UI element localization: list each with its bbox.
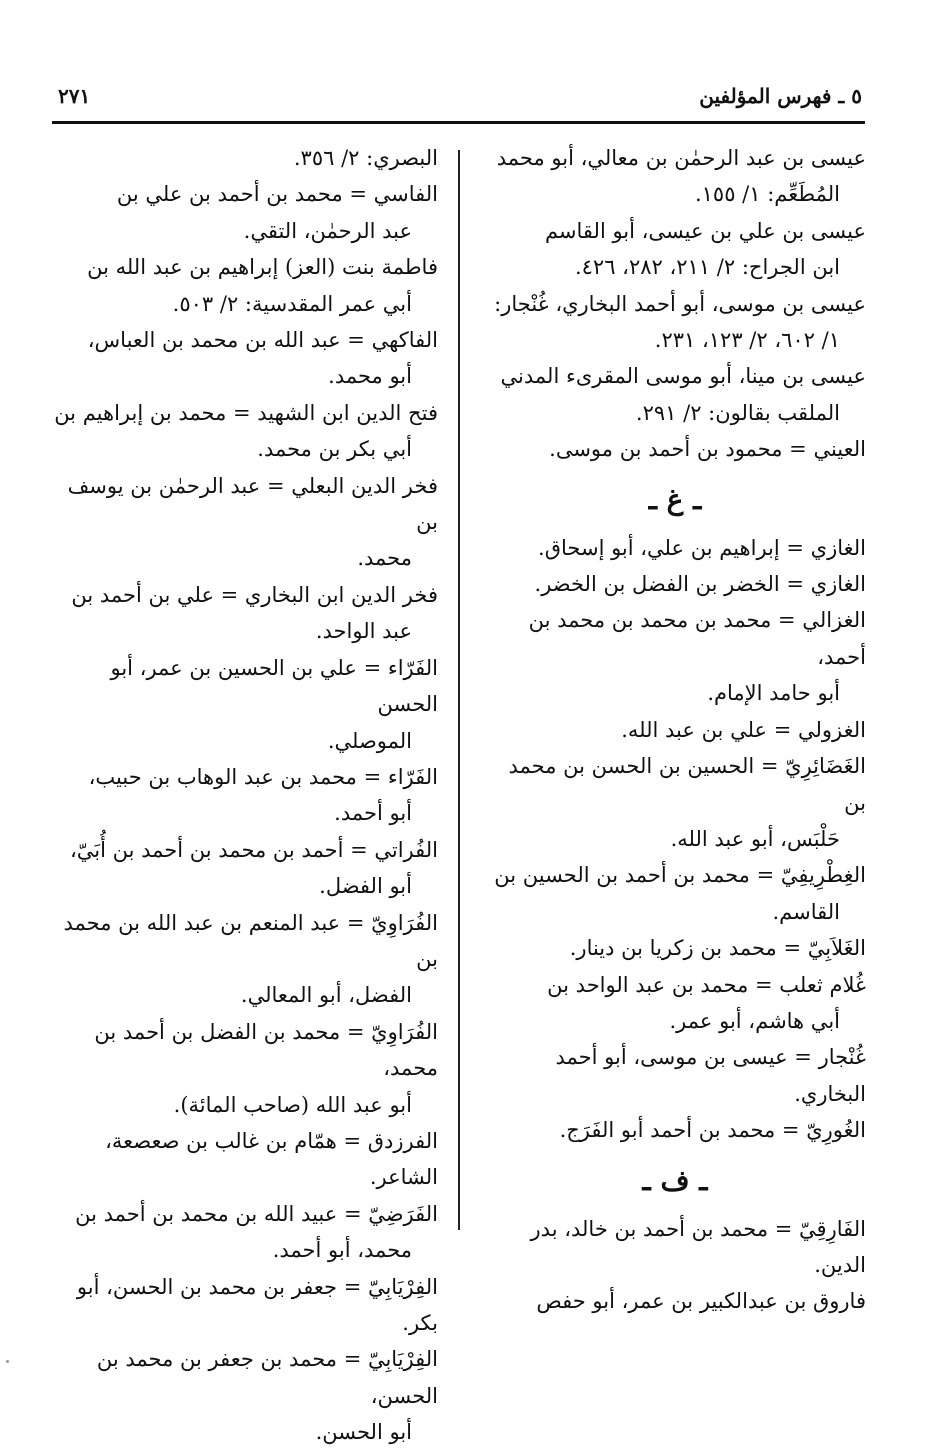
index-entry <box>54 176 438 249</box>
index-entry <box>54 1014 438 1123</box>
index-entry <box>54 1341 438 1450</box>
entry-line: الفَارِقِيّ = محمد بن أحمد بن خالد، بدر الدين. <box>530 1216 866 1277</box>
entry-continuation: الفضل، أبو المعالي. <box>240 983 412 1008</box>
index-entry <box>484 530 866 566</box>
index-entry <box>54 249 438 322</box>
entry-line: عيسى بن مينا، أبو موسى المقرىء المدني <box>500 364 866 389</box>
entry-line: عيسى بن علي بن عيسى، أبو القاسم <box>544 218 866 243</box>
index-entry <box>484 431 866 467</box>
header-rule <box>52 121 865 124</box>
entry-line: فخر الدين ابن البخاري = علي بن أحمد بن <box>71 582 438 607</box>
entry-line: الغازي = إبراهيم بن علي، أبو إسحاق. <box>538 535 866 560</box>
entry-continuation: أبو الحسن. <box>315 1420 412 1445</box>
entry-line: الغازي = الخضر بن الفضل بن الخضر. <box>534 572 866 597</box>
entry-line: فاروق بن عبدالكبير بن عمر، أبو حفص <box>536 1289 866 1314</box>
index-entry <box>484 712 866 748</box>
entry-line: الفاسي = محمد بن أحمد بن علي بن <box>116 182 438 207</box>
index-entry <box>484 748 866 857</box>
entry-continuation: أبي عمر المقدسية: ٢/ ٥٠٣. <box>172 291 412 316</box>
index-entry <box>54 577 438 650</box>
entry-line: الفِرْيَابِيّ = محمد بن جعفر بن محمد بن الحسن، <box>96 1347 438 1408</box>
entry-continuation: أبي بكر بن محمد. <box>257 437 412 462</box>
index-entry <box>484 358 866 431</box>
entry-line: عيسى بن عبد الرحمٰن بن معالي، أبو محمد <box>496 146 866 170</box>
index-entry <box>484 213 866 286</box>
entry-continuation: أبو الفضل. <box>319 874 412 899</box>
entry-line: الفُراتي = أحمد بن محمد بن أحمد بن أُبَيّ، <box>69 837 438 862</box>
index-entry <box>484 566 866 602</box>
entry-continuation: أبو حامد الإمام. <box>707 681 840 706</box>
entry-continuation: محمد. <box>357 546 412 571</box>
entry-line: الغُورِيّ = محمد بن أحمد أبو الفَرَج. <box>559 1118 866 1143</box>
page-header <box>58 78 862 118</box>
index-entry <box>54 905 438 1014</box>
index-entry <box>484 1039 866 1112</box>
entry-continuation: محمد، أبو أحمد. <box>272 1238 412 1263</box>
entry-continuation: أبي هاشم، أبو عمر. <box>669 1008 840 1033</box>
entry-line: الغَلاَبِيّ = محمد بن زكريا بن دينار. <box>569 936 866 961</box>
index-entry <box>484 286 866 359</box>
entry-continuation: الموصلي. <box>327 728 412 753</box>
entry-continuation: عبد الرحمٰن، التقي. <box>243 218 412 243</box>
entry-continuation: الملقب بقالون: ٢/ ٢٩١. <box>635 400 840 425</box>
index-entry <box>484 140 866 213</box>
entry-line: الفاكهي = عبد الله بن محمد بن العباس، <box>87 328 438 353</box>
index-entry <box>54 832 438 905</box>
entry-continuation: أبو أحمد. <box>334 801 412 826</box>
entry-continuation: أبو محمد. <box>328 364 412 389</box>
entry-line: البصري: ٢/ ٣٥٦. <box>293 146 438 170</box>
index-entry <box>54 1196 438 1269</box>
right-column <box>484 140 866 1320</box>
index-entry <box>484 857 866 930</box>
index-entry <box>484 1112 866 1148</box>
section-heading: ـ غ ـ <box>648 482 702 516</box>
entry-continuation: عبد الواحد. <box>315 619 412 644</box>
entry-line: غُلام ثعلب = محمد بن عبد الواحد بن <box>547 972 866 997</box>
entry-line: الفَرّاء = محمد بن عبد الوهاب بن حبيب، <box>88 764 438 789</box>
entry-line: الفَرَضِيّ = عبيد الله بن محمد بن أحمد بن <box>75 1201 438 1226</box>
index-entry <box>54 759 438 832</box>
entry-line: الغِطْرِيفِيّ = محمد بن أحمد بن الحسين بن <box>494 863 866 888</box>
page-number: ٢٧١ <box>58 84 91 108</box>
running-title: ٥ ـ فهرس المؤلفين <box>699 84 862 108</box>
entry-continuation: حَلْبَس، أبو عبد الله. <box>670 826 840 851</box>
index-entry <box>54 395 438 468</box>
index-entry <box>54 1123 438 1196</box>
index-entry <box>484 1211 866 1284</box>
entry-continuation: ابن الجراح: ٢/ ٢١١، ٢٨٢، ٤٢٦. <box>574 255 840 280</box>
entry-continuation: القاسم. <box>772 899 840 924</box>
entry-continuation: أبو عبد الله (صاحب المائة). <box>173 1092 412 1117</box>
index-entry <box>54 322 438 395</box>
section-heading: ـ ف ـ <box>642 1163 708 1197</box>
entry-line: غُنْجار = عيسى بن موسى، أبو أحمد البخاري. <box>555 1045 866 1106</box>
index-entry <box>54 650 438 759</box>
entry-line: الفَرّاء = علي بن الحسين بن عمر، أبو الحسن <box>110 655 438 717</box>
entry-continuation: ١/ ٦٠٢، ٢/ ١٢٣، ٢٣١. <box>654 328 840 353</box>
entry-line: الغَضَائِرِيّ = الحسين بن الحسن بن محمد بن <box>508 754 866 815</box>
entry-line: الغزالي = محمد بن محمد بن محمد بن أحمد، <box>528 608 866 669</box>
entry-line: فاطمة بنت (العز) إبراهيم بن عبد الله بن <box>87 255 438 280</box>
margin-speck <box>6 1360 9 1363</box>
entry-line: الفرزدق = همّام بن غالب بن صعصعة، الشاعر. <box>105 1128 438 1190</box>
entry-line: فتح الدين ابن الشهيد = محمد بن إبراهيم بن <box>54 400 438 425</box>
index-entry <box>54 140 438 176</box>
entry-line: الفِرْيَابِيّ = جعفر بن محمد بن الحسن، أبو بكر. <box>76 1274 438 1335</box>
entry-line: العيني = محمود بن أحمد بن موسى. <box>549 437 866 462</box>
entry-line: فخر الدين البعلي = عبد الرحمٰن بن يوسف بن <box>67 473 438 535</box>
index-entry <box>484 1283 866 1319</box>
entry-line: الغزولي = علي بن عبد الله. <box>621 717 866 742</box>
index-entry <box>54 468 438 577</box>
index-entry <box>484 967 866 1040</box>
entry-continuation: المُطَعِّم: ١/ ١٥٥. <box>694 182 840 207</box>
column-divider <box>458 150 460 1230</box>
index-entry <box>54 1269 438 1342</box>
entry-line: عيسى بن موسى، أبو أحمد البخاري، غُنْجار: <box>494 291 866 316</box>
index-entry <box>484 930 866 966</box>
left-column <box>54 140 438 1451</box>
entry-line: الفُرَاوِيّ = عبد المنعم بن عبد الله بن محمد بن <box>63 910 438 971</box>
entry-line: الفُرَاوِيّ = محمد بن الفضل بن أحمد بن محمد، <box>94 1019 438 1081</box>
index-entry <box>484 602 866 711</box>
